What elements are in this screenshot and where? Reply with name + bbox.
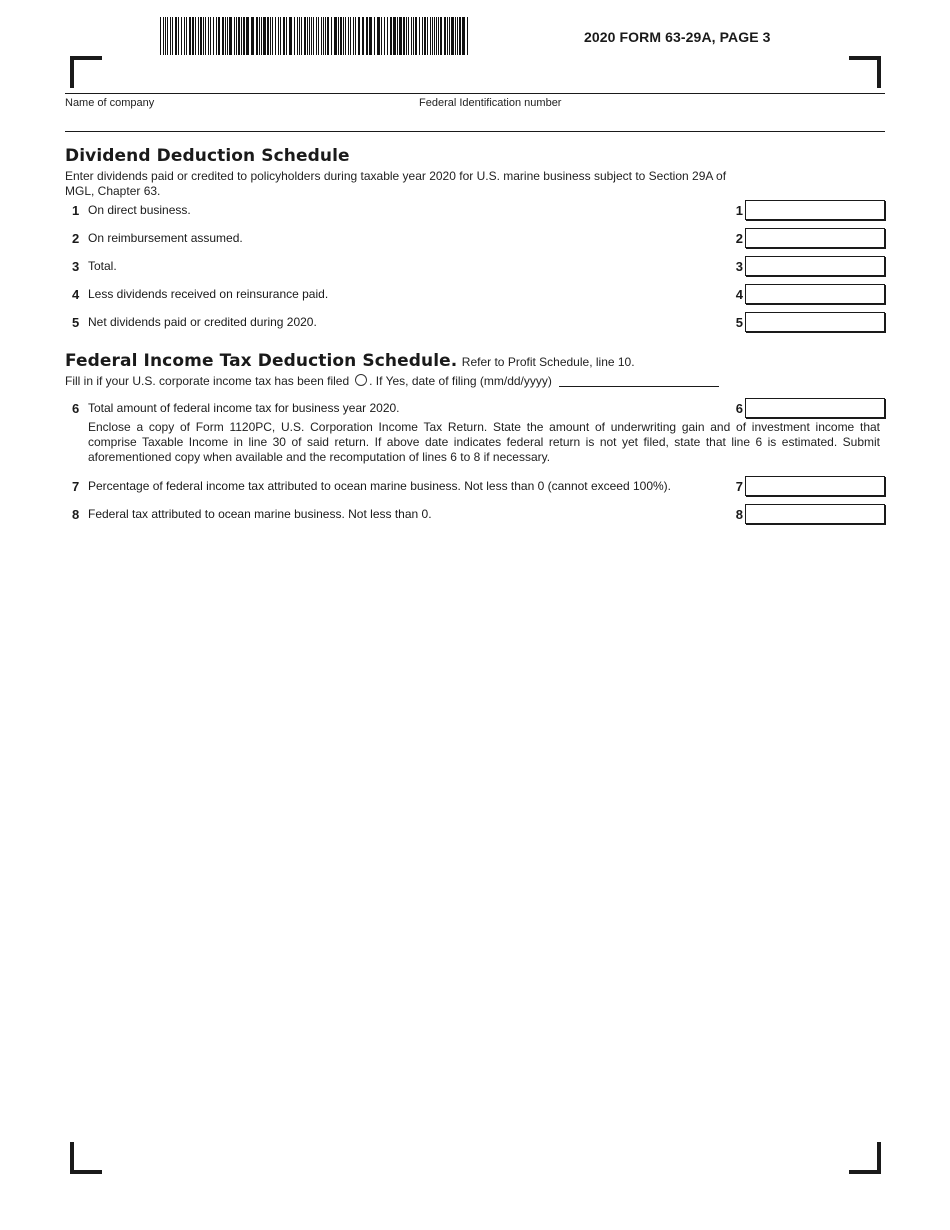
line-4-row — [65, 284, 885, 304]
line-7-row — [65, 476, 885, 496]
line-4-amount-input[interactable] — [745, 284, 885, 304]
line-4-label: Less dividends received on reinsurance paid. — [88, 287, 329, 301]
line-7-label: Percentage of federal income tax attributed to ocean marine business. Not less than 0 (cannot exceed 100%). — [88, 479, 672, 493]
line-2-row — [65, 228, 885, 248]
filed-radio-button[interactable] — [355, 374, 367, 386]
filed-status-line — [65, 374, 719, 389]
line-3-row — [65, 256, 885, 276]
line-2-label: On reimbursement assumed. — [88, 231, 243, 245]
federal-schedule-heading — [65, 351, 635, 371]
line-5-label: Net dividends paid or credited during 2020. — [88, 315, 317, 329]
line-8-row — [65, 504, 885, 524]
line-8-box-number: 8 — [735, 507, 743, 522]
federal-schedule-subtitle: Refer to Profit Schedule, line 10. — [461, 355, 635, 369]
company-name-label: Name of company — [65, 97, 155, 109]
crop-mark-bottom-right — [849, 1142, 881, 1174]
line-1-number: 1 — [72, 203, 80, 218]
line-6-label: Total amount of federal income tax for business year 2020. — [88, 401, 400, 415]
crop-mark-bottom-left — [70, 1142, 102, 1174]
line-8-number: 8 — [72, 507, 80, 522]
line-5-number: 5 — [72, 315, 80, 330]
line-8-label: Federal tax attributed to ocean marine business. Not less than 0. — [88, 507, 432, 521]
dividend-schedule-title: Dividend Deduction Schedule — [65, 146, 350, 166]
line-1-box-number: 1 — [735, 203, 743, 218]
filed-suffix-text: . If Yes, date of filing (mm/dd/yyyy) — [369, 374, 552, 388]
dividend-schedule-intro: Enter dividends paid or credited to policyholders during taxable year 2020 for U.S. marine business subject to Section 29A of MGL, Chapter 63. — [65, 169, 727, 198]
line-5-row — [65, 312, 885, 332]
line-8-amount-input[interactable] — [745, 504, 885, 524]
line-3-number: 3 — [72, 259, 80, 274]
form-page-title: 2020 FORM 63-29A, PAGE 3 — [584, 29, 771, 45]
fein-input[interactable] — [419, 108, 719, 130]
line-1-row — [65, 200, 885, 220]
company-name-input[interactable] — [65, 108, 405, 130]
line-7-percent-input[interactable] — [745, 476, 885, 496]
enclose-form-note: Enclose a copy of Form 1120PC, U.S. Corporation Income Tax Return. State the amount of underwriting gain and of investment income that comprise Taxable Income in line 30 of said return. If above date indicates federal return is not yet filed, state that line 6 is estimated. Submit aforementioned copy when available and the recomputation of lines 6 to 8 if necessary. — [88, 420, 880, 464]
line-4-box-number: 4 — [735, 287, 743, 302]
line-1-amount-input[interactable] — [745, 200, 885, 220]
fein-label: Federal Identification number — [419, 97, 562, 109]
line-6-box-number: 6 — [735, 401, 743, 416]
line-2-box-number: 2 — [735, 231, 743, 246]
line-7-box-number: 7 — [735, 479, 743, 494]
crop-mark-top-right — [849, 56, 881, 88]
line-1-label: On direct business. — [88, 203, 191, 217]
line-6-amount-input[interactable] — [745, 398, 885, 418]
line-2-amount-input[interactable] — [745, 228, 885, 248]
line-5-box-number: 5 — [735, 315, 743, 330]
filing-date-input[interactable] — [559, 374, 719, 387]
line-5-amount-input[interactable] — [745, 312, 885, 332]
line-3-label: Total. — [88, 259, 117, 273]
line-6-row — [65, 398, 885, 418]
company-fields-top-rule — [65, 93, 885, 94]
federal-schedule-title: Federal Income Tax Deduction Schedule. — [65, 351, 458, 371]
line-7-number: 7 — [72, 479, 80, 494]
line-3-box-number: 3 — [735, 259, 743, 274]
crop-mark-top-left — [70, 56, 102, 88]
line-2-number: 2 — [72, 231, 80, 246]
filed-prefix-text: Fill in if your U.S. corporate income tax has been filed — [65, 374, 350, 388]
line-6-number: 6 — [72, 401, 80, 416]
line-3-amount-input[interactable] — [745, 256, 885, 276]
company-fields-bottom-rule — [65, 131, 885, 132]
line-4-number: 4 — [72, 287, 80, 302]
barcode — [160, 17, 470, 55]
